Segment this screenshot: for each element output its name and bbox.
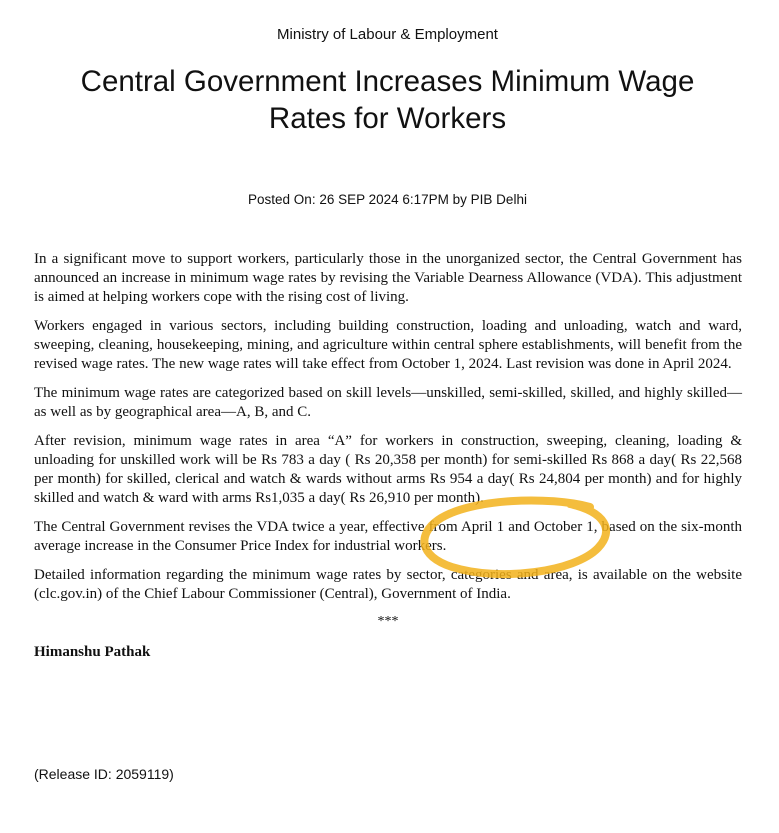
paragraph-vda-revision: The Central Government revises the VDA twice a year, effective from April 1 and October 1, based on the six-month average increase in the Consumer Price Index for industrial workers.	[34, 519, 742, 554]
paragraph-details: Detailed information regarding the minimum wage rates by sector, categories and area, is available on the website (clc.gov.in) of the Chief Labour Commissioner (Central), Government of India.	[34, 567, 742, 602]
paragraph-wage-rates: After revision, minimum wage rates in area “A” for workers in construction, sweeping, cleaning, loading & unloading for unskilled work will be Rs 783 a day ( Rs 20,358 per month) for semi-skilled Rs 868 a day( Rs 22,568 per month) for skilled, clerical and watch & wards without arms Rs 954 a day( Rs 24,804 per month) and for highly skilled and watch & ward with arms Rs1,035 a day( Rs 26,910 per month).	[34, 433, 742, 506]
paragraph-intro: In a significant move to support workers, particularly those in the unorganized sector, the Central Government has announced an increase in minimum wage rates by revising the Variable Dearness Allowance (VDA). This adjustment is aimed at helping workers cope with the rising cost of living.	[34, 251, 742, 305]
article-body	[34, 250, 742, 662]
posted-date: Posted On: 26 SEP 2024 6:17PM by PIB Delhi	[248, 192, 527, 207]
paragraph-sectors: Workers engaged in various sectors, including building construction, loading and unloading, watch and ward, sweeping, cleaning, housekeeping, mining, and agriculture within central sphere establishments, will benefit from the revised wage rates. The new wage rates will take effect from October 1, 2024. Last revision was done in April 2024.	[34, 318, 742, 372]
author-name: Himanshu Pathak	[34, 644, 151, 660]
release-id: (Release ID: 2059119)	[34, 766, 174, 782]
page-title: Central Government Increases Minimum Wage Rates for Workers	[80, 65, 695, 135]
ministry-name: Ministry of Labour & Employment	[277, 26, 498, 43]
separator: ***	[377, 614, 399, 629]
paragraph-categories: The minimum wage rates are categorized based on skill levels—unskilled, semi-skilled, skilled, and highly skilled—as well as by geographical area—A, B, and C.	[34, 385, 742, 420]
